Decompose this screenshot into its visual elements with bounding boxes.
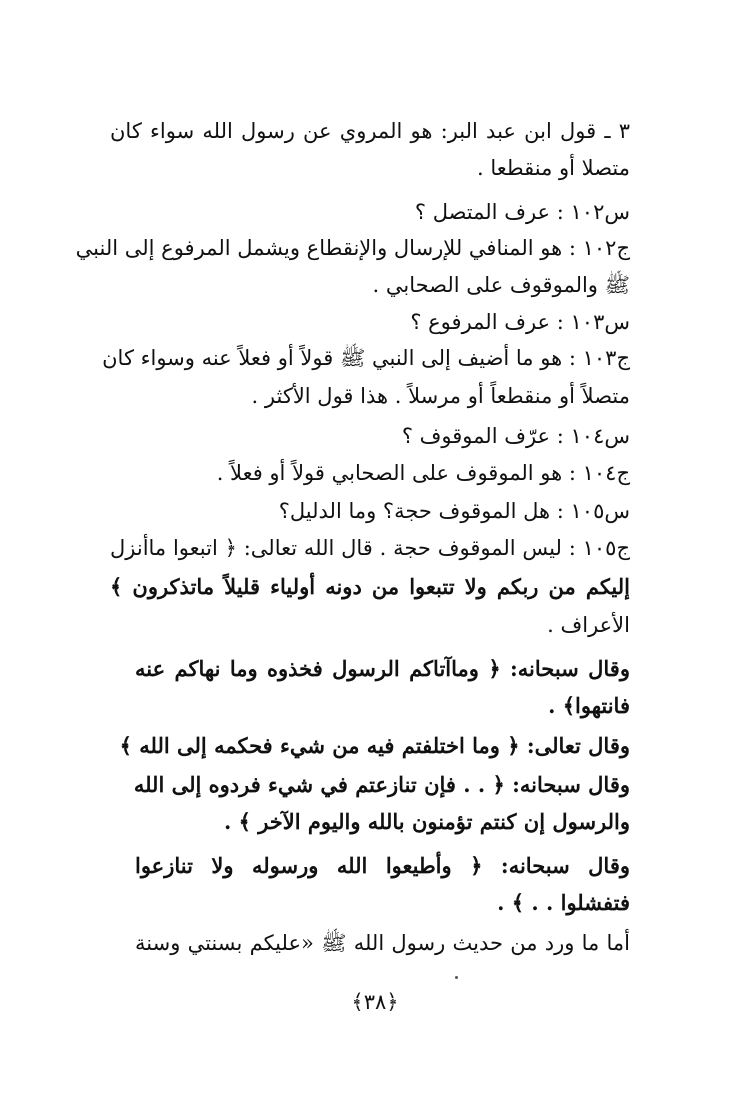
scan-speck bbox=[455, 976, 458, 979]
quran-quote-3: وقال تعالى: ﴿ وما اختلفتم فيه من شيء فحكمه إلى الله ﴾ bbox=[119, 733, 630, 758]
surah-name-araf: الأعراف . bbox=[547, 613, 630, 637]
text-line-2: متصلا أو منقطعا . bbox=[477, 156, 630, 180]
quran-quote-4-line-2: والرسول إن كنتم تؤمنون بالله واليوم الآخر ﴾ . bbox=[223, 809, 630, 834]
question-105: س١٠٥ : هل الموقوف حجة؟ وما الدليل؟ bbox=[278, 499, 630, 523]
quran-quote-5-line-2: فتفشلوا . . ﴾ . bbox=[497, 890, 630, 915]
page-number: ﴿٣٨﴾ bbox=[351, 990, 399, 1014]
answer-102-line-1: ج١٠٢ : هو المنافي للإرسال والإنقطاع ويشمل المرفوع إلى النبي bbox=[75, 236, 630, 260]
text-line-1: ٣ ـ قول ابن عبد البر: هو المروي عن رسول الله سواء كان bbox=[110, 119, 630, 143]
answer-103-line-2: متصلاً أو منقطعاً أو مرسلاً . هذا قول الأكثر . bbox=[251, 384, 630, 408]
answer-105-line-1: ج١٠٥ : ليس الموقوف حجة . قال الله تعالى: ﴿ اتبعوا ماأنزل bbox=[110, 536, 630, 560]
hadith-intro-line: أما ما ورد من حديث رسول الله ﷺ «عليكم بسنتي وسنة bbox=[135, 931, 630, 955]
question-104: س١٠٤ : عرّف الموقوف ؟ bbox=[401, 424, 630, 448]
quran-quote-1: إليكم من ربكم ولا تتبعوا من دونه أولياء قليلاً ماتذكرون ﴾ bbox=[110, 574, 630, 599]
quran-quote-4-line-1: وقال سبحانه: ﴿ . . فإن تنازعتم في شيء فردوه إلى الله bbox=[133, 772, 630, 797]
quran-quote-5-line-1: وقال سبحانه: ﴿ وأطيعوا الله ورسوله ولا تنازعوا bbox=[135, 853, 630, 878]
quran-quote-2-line-1: وقال سبحانه: ﴿ وماآتاكم الرسول فخذوه وما نهاكم عنه bbox=[135, 656, 630, 681]
question-103: س١٠٣ : عرف المرفوع ؟ bbox=[410, 310, 630, 334]
answer-102-line-2: ﷺ والموقوف على الصحابي . bbox=[372, 273, 630, 297]
answer-104: ج١٠٤ : هو الموقوف على الصحابي قولاً أو فعلاً . bbox=[216, 461, 630, 485]
answer-103-line-1: ج١٠٣ : هو ما أضيف إلى النبي ﷺ قولاً أو فعلاً عنه وسواء كان bbox=[102, 346, 630, 370]
quran-quote-2-line-2: فانتهوا﴾ . bbox=[548, 693, 630, 718]
question-102: س١٠٢ : عرف المتصل ؟ bbox=[414, 200, 630, 224]
